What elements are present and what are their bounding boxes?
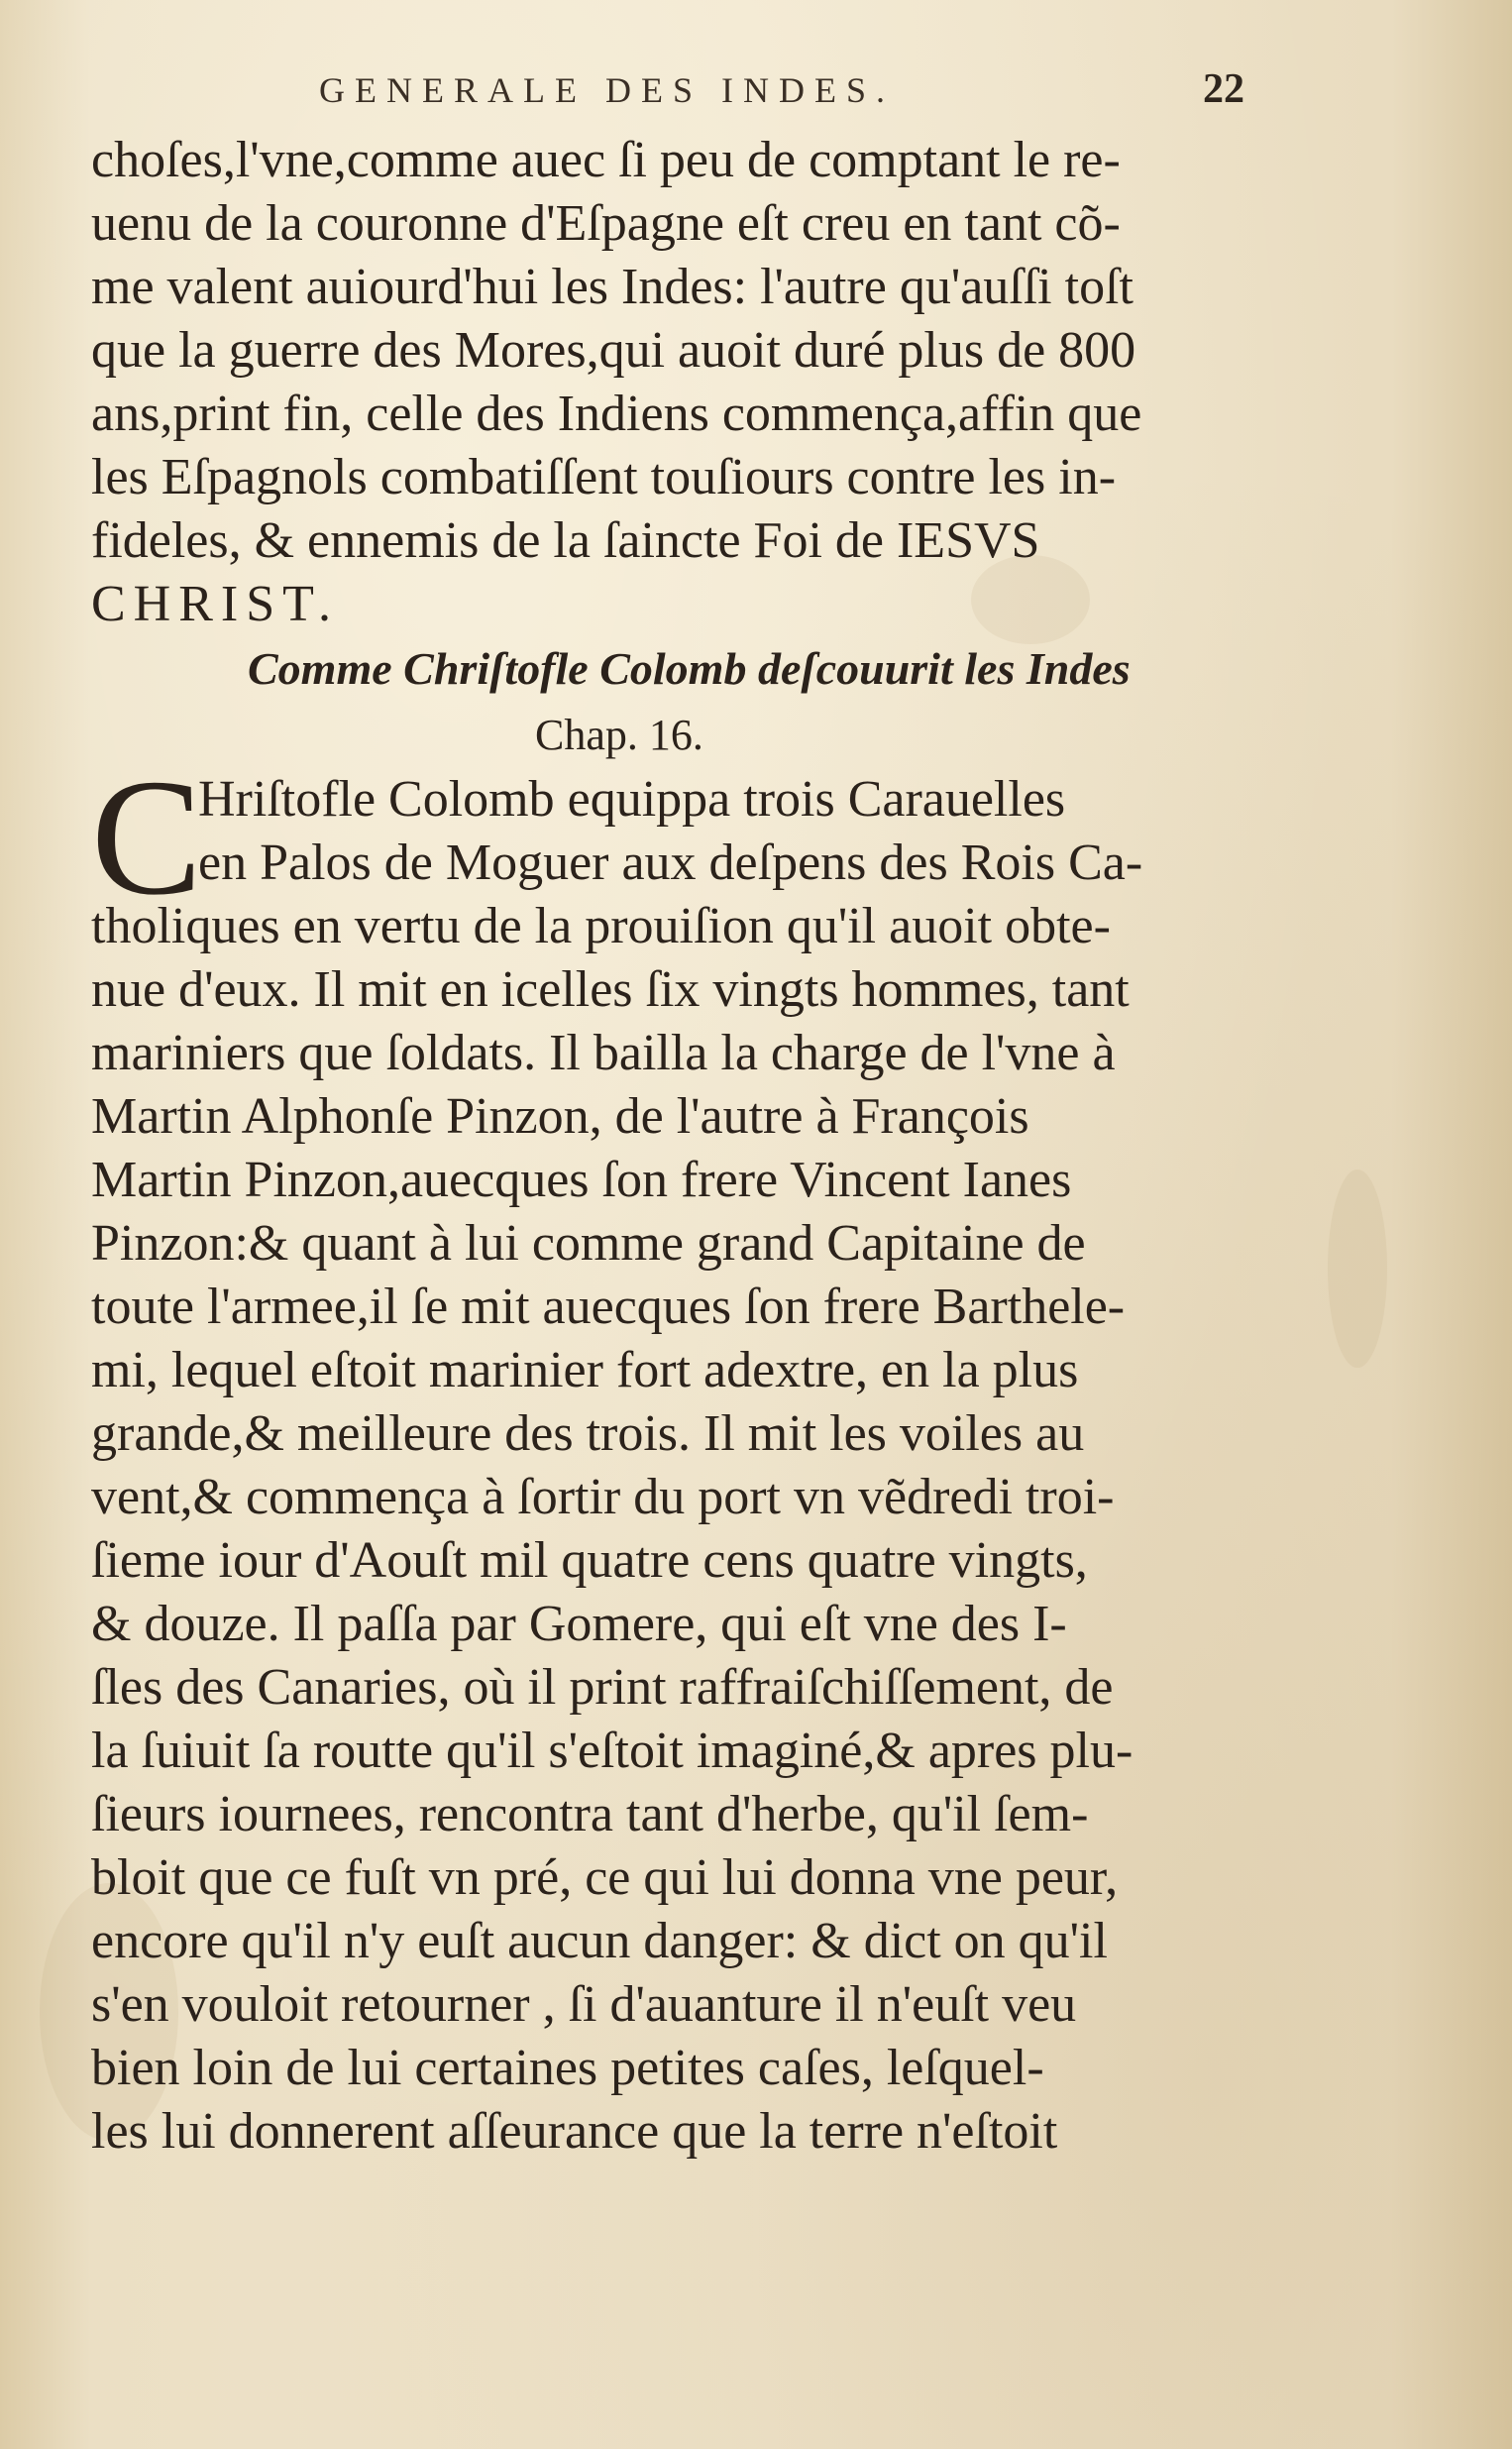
text-line: vent,& commença à ſortir du port vn vẽdredi troi-	[91, 1469, 1115, 1525]
text-line: s'en vouloit retourner , ſi d'auanture il n'euſt veu	[91, 1976, 1077, 2033]
text-line: les lui donnerent aſſeurance que la terre n'eſtoit	[91, 2103, 1058, 2160]
text-line: les Eſpagnols combatiſſent touſiours contre les in-	[91, 449, 1117, 505]
text-line: bloit que ce fuſt vn pré, ce qui lui donna vne peur,	[91, 1849, 1119, 1906]
page-number: 22	[1203, 66, 1244, 112]
text-line: Pinzon:& quant à lui comme grand Capitaine de	[91, 1215, 1086, 1272]
text-line: ſles des Canaries, où il print raffraiſchiſſement, de	[91, 1659, 1114, 1716]
chapter-number: Chap. 16.	[535, 711, 703, 759]
text-line: encore qu'il n'y euſt aucun danger: & dict on qu'il	[91, 1913, 1108, 1969]
text-line: Hriſtofle Colomb equippa trois Carauelles	[198, 771, 1066, 828]
drop-cap: C	[91, 745, 203, 930]
text-line: bien loin de lui certaines petites caſes, leſquel-	[91, 2040, 1044, 2096]
text-line: fideles, & ennemis de la ſaincte Foi de IESVS	[91, 512, 1040, 569]
paper-stain	[1328, 1169, 1387, 1368]
text-line: ſieurs iournees, rencontra tant d'herbe, qu'il ſem-	[91, 1786, 1089, 1842]
text-line: ans,print fin, celle des Indiens commença,affin que	[91, 386, 1142, 442]
chapter-title: Comme Chriſtofle Colomb deſcouurit les Indes	[248, 643, 1131, 694]
text-line: tholiques en vertu de la prouiſion qu'il auoit obte-	[91, 898, 1111, 954]
text-line: toute l'armee,il ſe mit auecques ſon frere Barthele-	[91, 1279, 1126, 1335]
text-line: uenu de la couronne d'Eſpagne eſt creu en tant cõ-	[91, 195, 1121, 252]
text-line: mi, lequel eſtoit marinier fort adextre, en la plus	[91, 1342, 1079, 1398]
text-line: la ſuiuit ſa routte qu'il s'eſtoit imaginé,& apres plu-	[91, 1723, 1134, 1779]
text-line: grande,& meilleure des trois. Il mit les voiles au	[91, 1405, 1085, 1462]
text-line: me valent auiourd'hui les Indes: l'autre qu'auſſi toſt	[91, 259, 1134, 315]
text-line: CHRIST.	[91, 576, 340, 632]
text-line: choſes,l'vne,comme auec ſi peu de comptant le re-	[91, 132, 1121, 188]
text-line: & douze. Il paſſa par Gomere, qui eſt vne des I-	[91, 1596, 1067, 1652]
text-line: ſieme iour d'Aouſt mil quatre cens quatre vingts,	[91, 1532, 1088, 1589]
text-line: que la guerre des Mores,qui auoit duré plus de 800	[91, 322, 1136, 379]
text-line: Martin Alphonſe Pinzon, de l'autre à François	[91, 1088, 1029, 1145]
text-line: mariniers que ſoldats. Il bailla la charge de l'vne à	[91, 1025, 1116, 1081]
text-line: Martin Pinzon,auecques ſon frere Vincent Ianes	[91, 1152, 1072, 1208]
running-head: GENERALE DES INDES.	[319, 70, 895, 110]
text-line: nue d'eux. Il mit en icelles ſix vingts hommes, tant	[91, 961, 1130, 1018]
text-line: en Palos de Moguer aux deſpens des Rois Ca-	[198, 835, 1143, 891]
